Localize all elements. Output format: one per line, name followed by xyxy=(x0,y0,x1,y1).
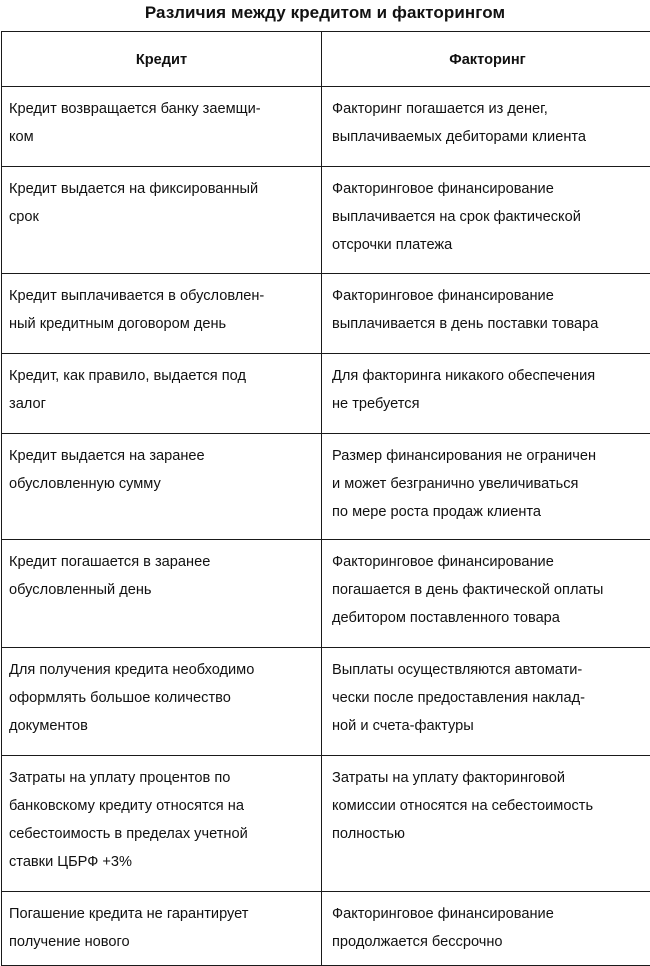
credit-cell: Кредит выплачивается в обусловлен- ный кредитным договором день xyxy=(2,274,322,354)
table-header-row xyxy=(2,32,650,87)
factoring-cell: Факторинговое финансирование выплачивается в день поставки товара xyxy=(322,274,650,354)
table-row xyxy=(2,892,650,966)
factoring-cell: Выплаты осуществляются автомати- чески после предоставления наклад- ной и счета-фактуры xyxy=(322,648,650,756)
column-header-credit: Кредит xyxy=(2,32,322,87)
page-title: Различия между кредитом и факторингом xyxy=(0,3,650,23)
factoring-cell: Факторинг погашается из денег, выплачиваемых дебиторами клиента xyxy=(322,87,650,167)
column-header-factoring: Факторинг xyxy=(322,32,650,87)
factoring-cell: Факторинговое финансирование погашается в день фактической оплаты дебитором поставленного товара xyxy=(322,540,650,648)
factoring-cell: Затраты на уплату факторинговой комиссии относятся на себестоимость полностью xyxy=(322,756,650,892)
table-row xyxy=(2,87,650,167)
credit-cell: Кредит выдается на заранее обусловленную сумму xyxy=(2,434,322,540)
table-row xyxy=(2,756,650,892)
factoring-cell: Размер финансирования не ограничен и может безгранично увеличиваться по мере роста продаж клиента xyxy=(322,434,650,540)
table-row xyxy=(2,274,650,354)
table-row xyxy=(2,648,650,756)
credit-cell: Для получения кредита необходимо оформлять большое количество документов xyxy=(2,648,322,756)
comparison-table xyxy=(1,31,650,966)
table-row xyxy=(2,167,650,274)
credit-cell: Кредит выдается на фиксированный срок xyxy=(2,167,322,274)
credit-cell: Кредит возвращается банку заемщи- ком xyxy=(2,87,322,167)
factoring-cell: Факторинговое финансирование продолжается бессрочно xyxy=(322,892,650,966)
factoring-cell: Для факторинга никакого обеспечения не требуется xyxy=(322,354,650,434)
table-row xyxy=(2,540,650,648)
credit-cell: Кредит погашается в заранее обусловленный день xyxy=(2,540,322,648)
factoring-cell: Факторинговое финансирование выплачивается на срок фактической отсрочки платежа xyxy=(322,167,650,274)
credit-cell: Погашение кредита не гарантирует получение нового xyxy=(2,892,322,966)
credit-cell: Затраты на уплату процентов по банковскому кредиту относятся на себестоимость в пределах учетной ставки ЦБРФ +3% xyxy=(2,756,322,892)
table-row xyxy=(2,354,650,434)
credit-cell: Кредит, как правило, выдается под залог xyxy=(2,354,322,434)
table-row xyxy=(2,434,650,540)
